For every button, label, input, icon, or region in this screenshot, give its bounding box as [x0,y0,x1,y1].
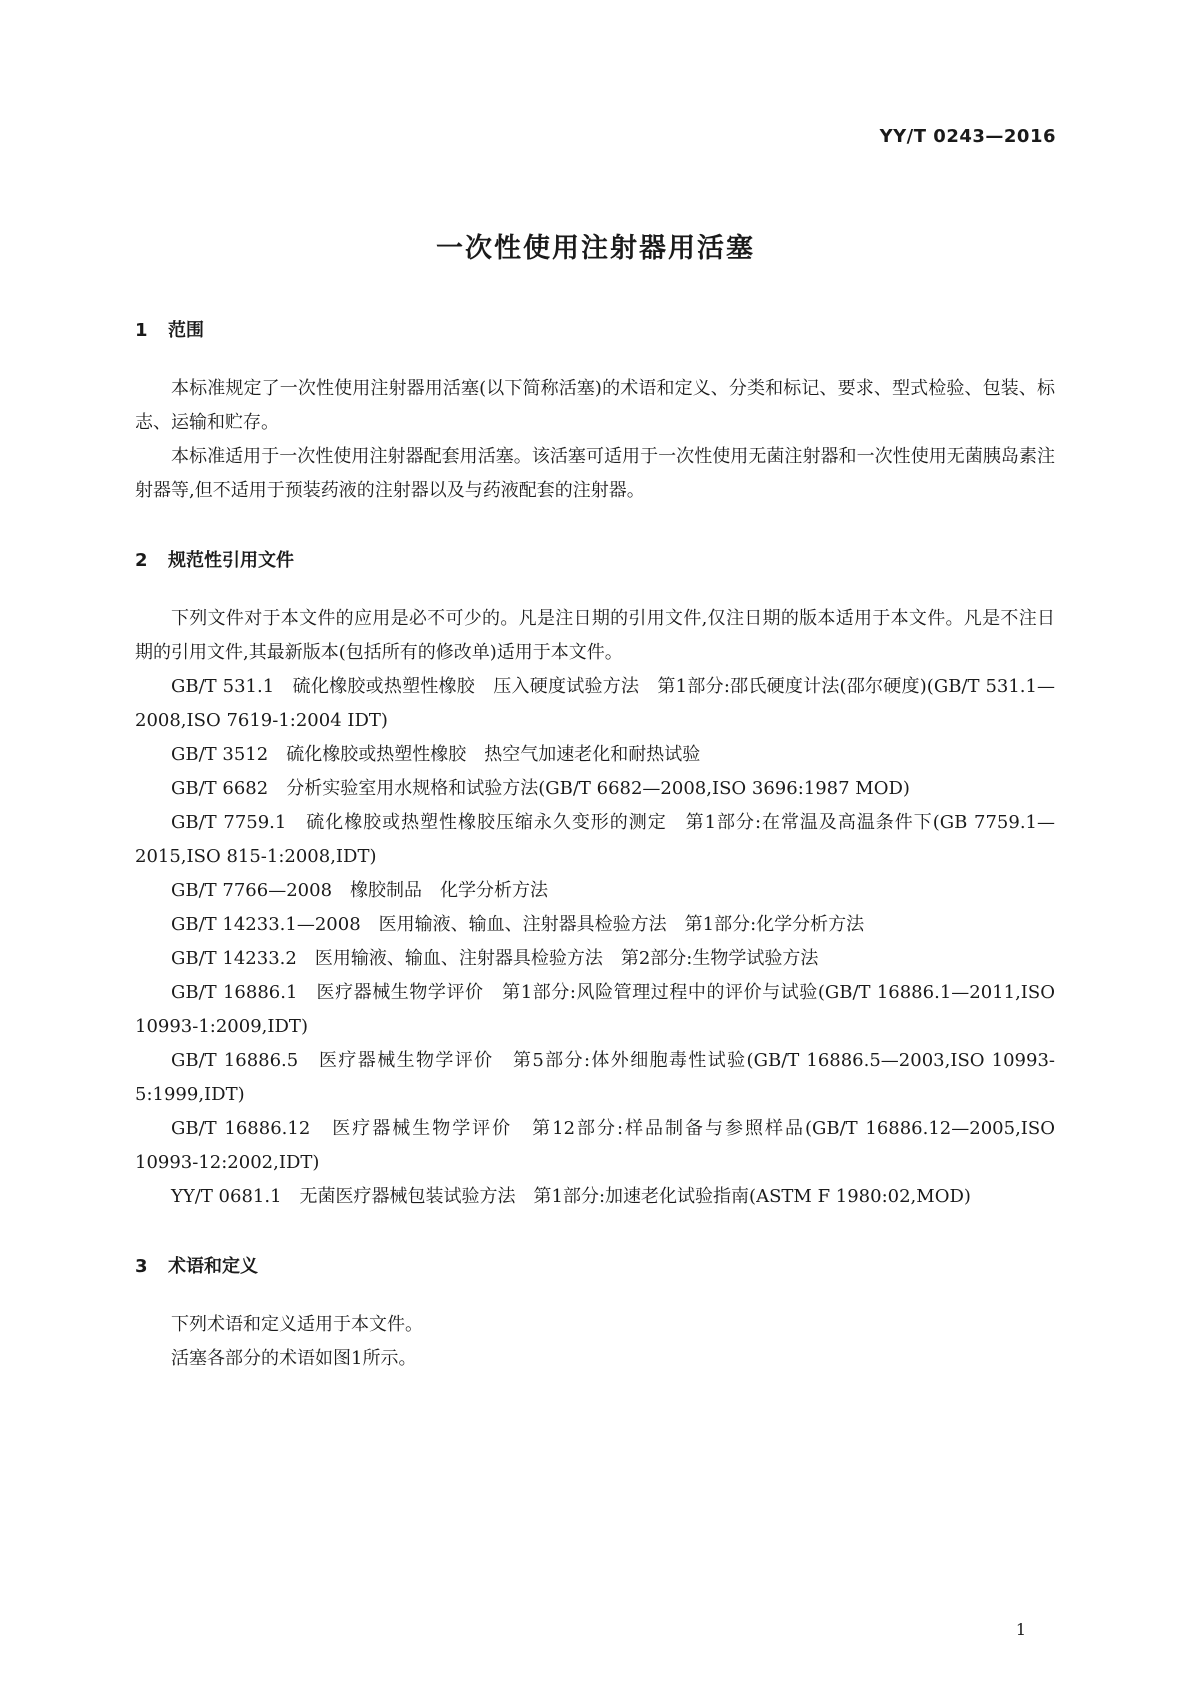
reference-item: GB/T 3512 硫化橡胶或热塑性橡胶 热空气加速老化和耐热试验 [171,744,701,765]
section-title: 规范性引用文件 [168,550,294,571]
reference-item: GB/T 7759.1 硫化橡胶或热塑性橡胶压缩永久变形的测定 第1部分:在常温及高温条件下(GB 7759.1—2015,ISO 815-1:2008,IDT) [135,812,1055,867]
document-title: 一次性使用注射器用活塞 [436,233,755,264]
document-body [135,318,1055,1376]
reference-item: GB/T 6682 分析实验室用水规格和试验方法(GB/T 6682—2008,ISO 3696:1987 MOD) [171,778,910,799]
paragraph: 下列文件对于本文件的应用是必不可少的。凡是注日期的引用文件,仅注日期的版本适用于本文件。凡是不注日期的引用文件,其最新版本(包括所有的修改单)适用于本文件。 [135,608,1055,663]
reference-item: GB/T 14233.2 医用输液、输血、注射器具检验方法 第2部分:生物学试验方法 [171,948,819,969]
section-number: 3 [135,1256,148,1277]
section-number: 2 [135,550,148,571]
reference-item: YY/T 0681.1 无菌医疗器械包装试验方法 第1部分:加速老化试验指南(ASTM F 1980:02,MOD) [171,1186,971,1207]
paragraph: 下列术语和定义适用于本文件。 [171,1314,423,1335]
section-normative-references [135,548,1055,1214]
reference-item: GB/T 16886.12 医疗器械生物学评价 第12部分:样品制备与参照样品(GB/T 16886.12—2005,ISO 10993-12:2002,IDT) [135,1118,1055,1173]
section-heading [135,548,1055,574]
reference-item: GB/T 16886.1 医疗器械生物学评价 第1部分:风险管理过程中的评价与试验(GB/T 16886.1—2011,ISO 10993-1:2009,IDT) [135,982,1055,1037]
section-number: 1 [135,320,148,341]
section-spacer [135,1214,1055,1254]
section-title: 术语和定义 [168,1256,258,1277]
section-spacer [135,508,1055,548]
section-terms-definitions [135,1254,1055,1376]
reference-item: GB/T 14233.1—2008 医用输液、输血、注射器具检验方法 第1部分:化学分析方法 [171,914,865,935]
section-heading [135,318,1055,344]
section-heading [135,1254,1055,1280]
section-title: 范围 [168,320,204,341]
paragraph: 本标准适用于一次性使用注射器配套用活塞。该活塞可适用于一次性使用无菌注射器和一次性使用无菌胰岛素注射器等,但不适用于预装药液的注射器以及与药液配套的注射器。 [135,446,1055,501]
standard-number: YY/T 0243—2016 [879,126,1056,147]
reference-item: GB/T 16886.5 医疗器械生物学评价 第5部分:体外细胞毒性试验(GB/T 16886.5—2003,ISO 10993-5:1999,IDT) [135,1050,1055,1105]
reference-item: GB/T 531.1 硫化橡胶或热塑性橡胶 压入硬度试验方法 第1部分:邵氏硬度计法(邵尔硬度)(GB/T 531.1—2008,ISO 7619-1:2004 IDT) [135,676,1055,731]
reference-item: GB/T 7766—2008 橡胶制品 化学分析方法 [171,880,549,901]
paragraph: 本标准规定了一次性使用注射器用活塞(以下简称活塞)的术语和定义、分类和标记、要求、型式检验、包装、标志、运输和贮存。 [135,378,1055,433]
section-scope [135,318,1055,508]
page-number: 1 [1015,1620,1026,1639]
paragraph: 活塞各部分的术语如图1所示。 [171,1348,417,1369]
